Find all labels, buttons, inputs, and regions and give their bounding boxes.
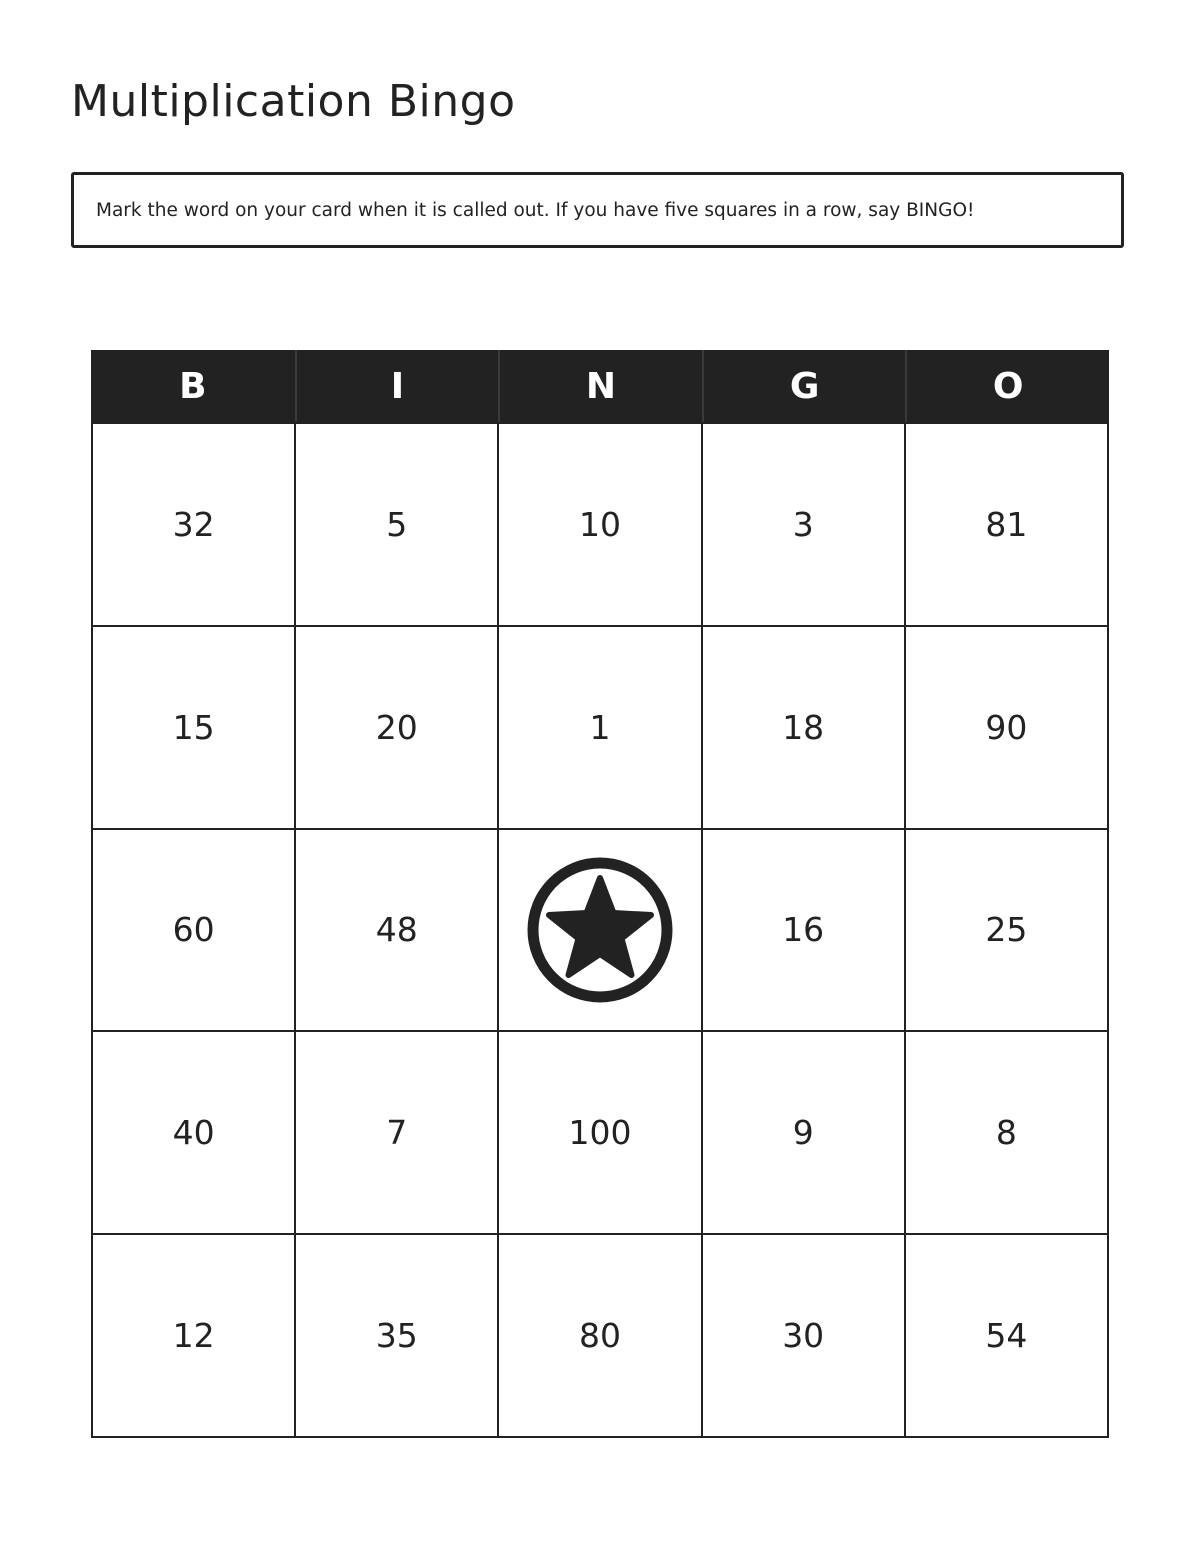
bingo-cell[interactable]: 48	[296, 830, 499, 1033]
bingo-cell[interactable]: 20	[296, 627, 499, 830]
bingo-cell[interactable]: 7	[296, 1032, 499, 1235]
bingo-cell[interactable]: 100	[499, 1032, 702, 1235]
bingo-cell[interactable]: 12	[93, 1235, 296, 1438]
bingo-cell[interactable]: 54	[906, 1235, 1109, 1438]
instructions-text: Mark the word on your card when it is called out. If you have five squares in a row, say BINGO!	[96, 199, 975, 221]
bingo-cell[interactable]: 18	[703, 627, 906, 830]
header-letter-i: I	[295, 350, 499, 422]
bingo-cell[interactable]: 8	[906, 1032, 1109, 1235]
bingo-cell[interactable]: 40	[93, 1032, 296, 1235]
bingo-cell[interactable]: 35	[296, 1235, 499, 1438]
header-letter-n: N	[498, 350, 702, 422]
bingo-cell[interactable]: 30	[703, 1235, 906, 1438]
instructions-box	[71, 172, 1124, 248]
bingo-cell[interactable]: 5	[296, 424, 499, 627]
bingo-cell[interactable]: 15	[93, 627, 296, 830]
star-circle-icon	[525, 855, 675, 1005]
bingo-cell[interactable]: 10	[499, 424, 702, 627]
bingo-cell[interactable]: 16	[703, 830, 906, 1033]
bingo-header	[91, 350, 1109, 422]
free-space-cell[interactable]	[499, 830, 702, 1033]
bingo-cell[interactable]: 81	[906, 424, 1109, 627]
header-letter-b: B	[179, 365, 207, 407]
header-letter-o: O	[905, 350, 1109, 422]
bingo-card	[91, 350, 1109, 1438]
bingo-cell[interactable]: 90	[906, 627, 1109, 830]
bingo-cell[interactable]: 9	[703, 1032, 906, 1235]
bingo-cell[interactable]: 32	[93, 424, 296, 627]
bingo-cell[interactable]: 60	[93, 830, 296, 1033]
bingo-cell[interactable]: 3	[703, 424, 906, 627]
bingo-grid	[91, 422, 1109, 1438]
page-title: Multiplication Bingo	[71, 76, 516, 127]
bingo-cell[interactable]: 25	[906, 830, 1109, 1033]
bingo-cell[interactable]: 80	[499, 1235, 702, 1438]
bingo-cell[interactable]: 1	[499, 627, 702, 830]
header-letter-g: G	[702, 350, 906, 422]
